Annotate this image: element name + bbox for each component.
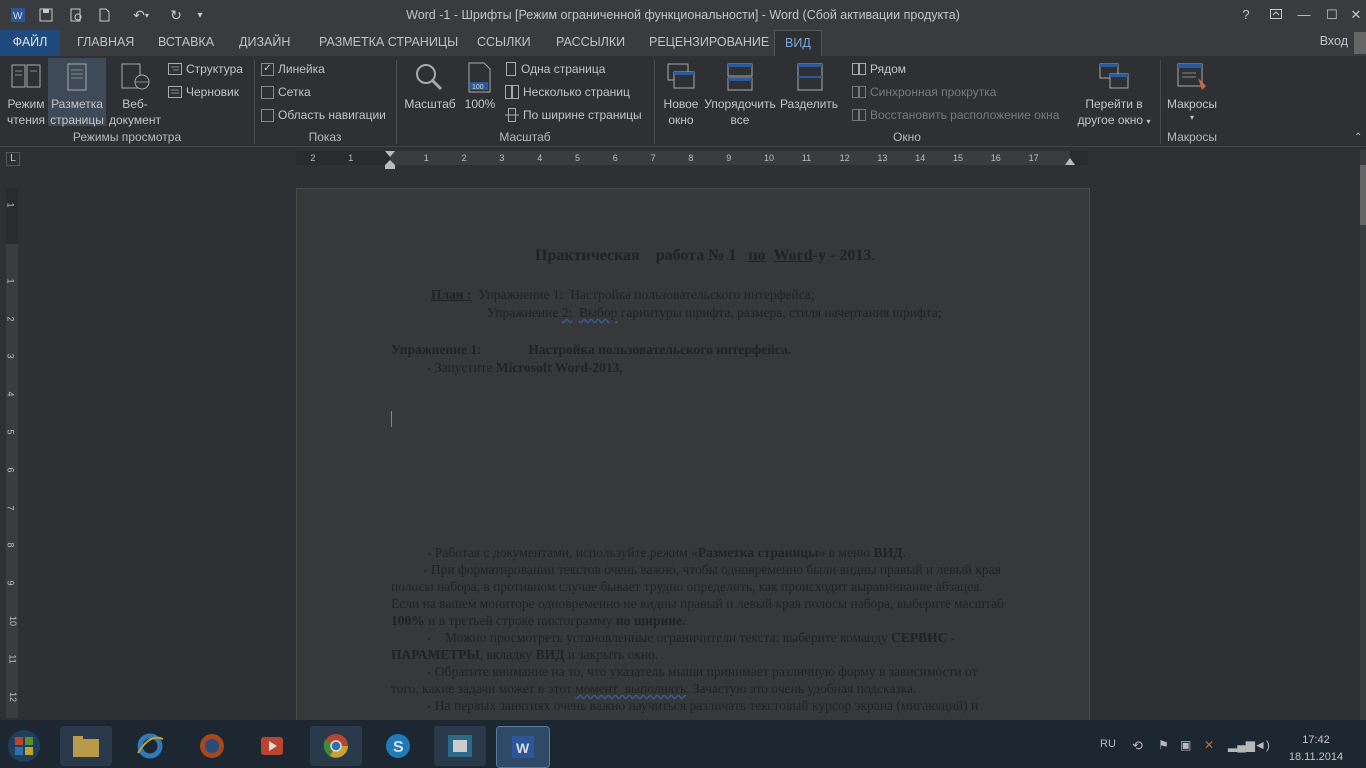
redo-icon[interactable]: ↻ — [170, 6, 182, 23]
launch-line — [427, 360, 623, 376]
zoom-button[interactable] — [402, 58, 458, 126]
video-player-icon — [257, 731, 287, 761]
web-layout-icon — [120, 62, 152, 92]
chevron-down-icon: ▾ — [1189, 113, 1194, 122]
group-label-zoom: Масштаб — [499, 130, 551, 144]
outline-icon — [168, 63, 182, 75]
word-icon — [508, 732, 538, 762]
network-alert-tray-icon[interactable]: ✕ — [1204, 738, 1215, 752]
new-window-button[interactable] — [660, 58, 702, 126]
one-page-button[interactable] — [505, 60, 605, 78]
print-layout-button[interactable] — [48, 58, 106, 126]
p4-l2b: момент выполнять — [575, 681, 687, 696]
switch-windows-button[interactable] — [1072, 58, 1156, 126]
clock-date[interactable]: 18.11.2014 — [1288, 751, 1344, 763]
p3-l2a: ПАРАМЕТРЫ — [391, 647, 480, 662]
new-window-icon — [666, 62, 696, 92]
draft-label: Черновик — [186, 85, 239, 99]
ribbon-display-options-icon[interactable] — [1262, 4, 1290, 26]
p3-l1a: - Можно просмотреть установленные ограничители текста: выберите команду — [427, 630, 892, 645]
sync-scroll-label: Синхронная прокрутка — [870, 85, 997, 99]
ribbon — [0, 56, 1366, 147]
plan2-c: Выбор — [578, 305, 618, 320]
doc-title — [535, 247, 875, 265]
explorer-taskbar-button[interactable] — [60, 726, 112, 766]
group-label-macros: Макросы — [1166, 130, 1218, 144]
ex1-title: Настройка пользовательского интерфейса. — [528, 342, 792, 357]
window-title: Word -1 - Шрифты [Режим ограниченной функциональности] - Word (Сбой активации продукта) — [406, 8, 960, 22]
clock-time[interactable]: 17:42 — [1302, 734, 1330, 746]
tab-design[interactable]: ДИЗАЙН — [239, 35, 291, 49]
ruler-tick-label: 5 — [575, 153, 581, 163]
ruler-tick-label: 15 — [953, 153, 964, 163]
para-4-line-1: - Обратите внимание на то, что указатель мыши принимает различную форму в зависимости от — [427, 664, 978, 679]
chrome-taskbar-button[interactable] — [310, 726, 362, 766]
svg-text:W: W — [516, 740, 530, 756]
vruler-tick-label: 6 — [5, 467, 16, 473]
security-tray-icon[interactable]: ⚑ — [1158, 738, 1169, 752]
chevron-down-icon: ▾ — [1146, 117, 1151, 126]
lync-taskbar-button[interactable] — [434, 726, 486, 766]
ruler-tick-label: 13 — [877, 153, 888, 163]
multiple-pages-button[interactable] — [505, 83, 630, 101]
sync-tray-icon[interactable]: ⟲ — [1132, 738, 1143, 753]
zoom-100-label: 100% — [464, 97, 496, 111]
multiple-pages-icon — [505, 85, 519, 99]
p1-c: » в меню — [818, 545, 871, 560]
ruler-tick-label: 1 — [348, 153, 354, 163]
ex1-label: Упражнение 1: — [391, 342, 482, 357]
grid-checkbox[interactable] — [261, 83, 311, 101]
reset-window-label: Восстановить расположение окна — [870, 108, 1060, 122]
multiple-pages-label: Несколько страниц — [523, 85, 630, 99]
close-icon[interactable]: ✕ — [1350, 7, 1362, 22]
sign-in-link[interactable]: Вход — [1319, 34, 1348, 48]
vruler-tick-label: 9 — [5, 580, 16, 586]
view-side-by-side-button[interactable] — [852, 60, 906, 78]
switch-windows-label-1: Перейти в — [1085, 97, 1143, 111]
plan2-b: 2: — [561, 305, 573, 320]
outline-button[interactable] — [168, 60, 243, 78]
read-mode-button[interactable] — [4, 58, 48, 126]
title-part-4: Word — [773, 247, 813, 264]
para-1 — [427, 545, 906, 561]
page-width-icon — [505, 108, 519, 122]
title-dot: . — [871, 247, 876, 264]
ie-taskbar-button[interactable] — [124, 726, 176, 766]
ruler-tick-label: 7 — [650, 153, 656, 163]
maximize-icon[interactable]: ☐ — [1326, 7, 1338, 22]
ruler-tick-label: 1 — [423, 153, 429, 163]
navigation-pane-checkbox[interactable] — [261, 106, 386, 124]
ruler-tick-label: 10 — [764, 153, 775, 163]
grid-label: Сетка — [278, 85, 311, 99]
nav-check-icon — [261, 109, 274, 122]
switch-windows-icon — [1098, 62, 1130, 92]
svg-text:W: W — [13, 11, 23, 22]
p4-l2a: того, какие задачи может в этот — [391, 681, 576, 696]
title-part-1: Практическая — [535, 247, 640, 264]
read-mode-label-2: чтения — [6, 113, 46, 127]
tab-references[interactable]: ССЫЛКИ — [477, 35, 531, 49]
launch-b: Microsoft Word-2013, — [495, 360, 623, 375]
para-5-line-1: - На первых занятиях очень важно научиться различать текстовый курсор экрана (мигающий) и — [427, 698, 979, 713]
ruler-tick-label: 6 — [612, 153, 618, 163]
tab-file[interactable]: ФАЙЛ — [0, 30, 60, 56]
read-mode-label-1: Режим — [7, 97, 45, 111]
vruler-tick-label: 3 — [5, 353, 16, 359]
p2-l4a: 100% — [391, 613, 425, 628]
reset-window-position-button[interactable] — [852, 106, 1059, 124]
vruler-tick-label: 1 — [5, 202, 16, 208]
split-label: Разделить — [779, 97, 839, 111]
p3-l2d: и закрыть окно. — [564, 647, 659, 662]
exercise-heading — [391, 342, 791, 358]
ruler-tick-label: 11 — [801, 153, 812, 163]
vertical-scrollbar[interactable] — [1360, 150, 1366, 720]
para-3-line-1 — [427, 630, 955, 646]
nav-label: Область навигации — [278, 108, 386, 122]
title-part-2: работа № 1 — [655, 247, 737, 264]
zoom-magnifier-icon — [414, 62, 444, 92]
vruler-tick-label: 2 — [5, 316, 16, 322]
p1-b: Разметка страницы — [697, 545, 819, 560]
sync-scroll-icon — [852, 86, 866, 98]
web-layout-label-2: документ — [109, 113, 161, 127]
ruler-tick-label: 8 — [688, 153, 694, 163]
ruler-tick-label: 17 — [1028, 153, 1039, 163]
draft-button[interactable] — [168, 83, 239, 101]
arrange-all-icon — [726, 62, 754, 92]
read-mode-icon — [10, 62, 42, 92]
arrange-all-label-2: все — [730, 113, 750, 127]
right-indent-marker[interactable] — [1065, 155, 1075, 165]
print-layout-label-1: Разметка — [51, 97, 103, 111]
arrange-all-label-1: Упорядочить — [704, 97, 776, 111]
tab-review[interactable]: РЕЦЕНЗИРОВАНИЕ — [649, 35, 770, 49]
ruler-tick-label: 14 — [915, 153, 926, 163]
synchronous-scrolling-button[interactable] — [852, 83, 996, 101]
p2-l4c: по ширине. — [615, 613, 686, 628]
print-layout-icon — [64, 62, 90, 92]
new-window-label-1: Новое — [663, 97, 699, 111]
firefox-icon — [197, 731, 227, 761]
title-part-5: -у - 2013 — [812, 247, 872, 264]
p1-e: . — [902, 545, 906, 560]
vruler-tick-label: 4 — [5, 391, 16, 397]
plan2-a: Упражнение — [487, 305, 559, 320]
p3-l2c: ВИД — [535, 647, 565, 662]
para-2-line-1: - При форматировании текстов очень важно, чтобы одновременно были видны правый и левый края — [423, 562, 1001, 577]
macros-icon — [1176, 62, 1208, 92]
web-layout-label-1: Веб- — [122, 97, 148, 111]
ruler-tick-label: 16 — [990, 153, 1001, 163]
para-3-line-2 — [391, 647, 658, 663]
vruler-tick-label: 8 — [5, 542, 16, 548]
minimize-icon[interactable]: — — [1297, 7, 1311, 22]
media-taskbar-button[interactable] — [246, 726, 298, 766]
vruler-tick-label: 1 — [5, 278, 16, 284]
plan-label: План : — [431, 287, 472, 302]
p1-a: - Работая с документами, используйте режим « — [427, 545, 698, 560]
para-2-line-2: полосы набора, в противном случае бывает трудно определить, как происходит выравнивание абзацев. — [391, 579, 983, 594]
one-page-icon — [505, 62, 517, 76]
chrome-icon — [321, 731, 351, 761]
tab-view[interactable]: ВИД — [774, 30, 822, 57]
account-avatar[interactable] — [1354, 32, 1366, 54]
ruler-tick-label: 9 — [726, 153, 732, 163]
zoom-100-button[interactable] — [460, 58, 500, 126]
ruler-tick-label: 3 — [499, 153, 505, 163]
web-layout-button[interactable] — [108, 58, 162, 126]
internet-explorer-icon — [135, 731, 165, 761]
tab-selector[interactable]: L — [6, 152, 20, 166]
ruler-tick-label: 12 — [839, 153, 850, 163]
one-page-label: Одна страница — [521, 62, 606, 76]
tab-home[interactable]: ГЛАВНАЯ — [77, 35, 135, 49]
vruler-tick-label: 10 — [8, 615, 19, 627]
indent-marker[interactable] — [385, 150, 395, 170]
ribbon-tabs — [0, 30, 1366, 56]
windows-logo-icon — [4, 724, 44, 764]
signal-tray-icon[interactable]: ▂▄▆ — [1228, 738, 1255, 752]
tab-mailings[interactable]: РАССЫЛКИ — [556, 35, 626, 49]
vruler-tick-label: 12 — [8, 691, 19, 702]
ruler-tick-label: 4 — [537, 153, 543, 163]
p4-l2c: . Зачастую это очень удобная подсказка. — [686, 681, 917, 696]
plan1-a: Упражнение 1: — [478, 287, 564, 302]
ruler-tick-label: 2 — [310, 153, 316, 163]
outline-label: Структура — [186, 62, 243, 76]
group-label-show: Показ — [308, 130, 342, 144]
folder-icon — [71, 733, 101, 759]
help-button[interactable]: ? — [1242, 7, 1250, 22]
firefox-taskbar-button[interactable] — [186, 726, 238, 766]
reset-window-icon — [852, 109, 866, 121]
customize-toolbar-icon[interactable]: ▾ — [197, 9, 203, 21]
new-window-label-2: окно — [668, 113, 694, 127]
p2-l4b: и в третьей строке пиктограмму — [424, 613, 616, 628]
p3-l1c: - — [947, 630, 956, 645]
svg-text:S: S — [393, 739, 404, 756]
vruler-tick-label: 7 — [5, 505, 16, 511]
scrollbar-thumb[interactable] — [1360, 165, 1366, 225]
skype-taskbar-button[interactable] — [372, 726, 424, 766]
draft-icon — [168, 86, 182, 98]
group-label-window: Окно — [893, 130, 921, 144]
word-taskbar-button[interactable] — [496, 726, 550, 768]
side-by-side-label: Рядом — [870, 62, 907, 76]
plan-line-1 — [431, 287, 815, 303]
language-indicator[interactable]: RU — [1100, 738, 1116, 750]
tab-insert[interactable]: ВСТАВКА — [158, 35, 215, 49]
vertical-ruler[interactable] — [6, 188, 18, 718]
app-icon — [445, 731, 475, 761]
volume-tray-icon[interactable]: ◄) — [1254, 738, 1270, 752]
zoom-100-icon-text: 100 — [472, 84, 484, 91]
ruler-checkbox[interactable] — [261, 60, 325, 78]
vruler-tick-label: 5 — [5, 429, 16, 435]
clipboard-tray-icon[interactable]: ▣ — [1180, 738, 1192, 752]
side-by-side-icon — [852, 63, 866, 75]
para-4-line-2 — [391, 681, 916, 697]
collapse-ribbon-icon[interactable]: ⌃ — [1354, 132, 1363, 143]
ruler-tick-label: 2 — [461, 153, 467, 163]
page-width-label: По ширине страницы — [523, 108, 642, 122]
macros-button[interactable] — [1162, 58, 1222, 126]
text-cursor — [391, 411, 392, 427]
p3-l1b: СЕРВИС — [891, 630, 948, 645]
plan-line-2 — [487, 305, 942, 321]
tab-page-layout[interactable]: РАЗМЕТКА СТРАНИЦЫ — [319, 35, 459, 49]
para-2-line-4 — [391, 613, 685, 629]
arrange-all-button[interactable] — [704, 58, 776, 126]
plan1-b: Настройка пользовательского интерфейса; — [570, 287, 815, 302]
zoom-label: Масштаб — [404, 97, 456, 111]
group-label-views: Режимы просмотра — [72, 130, 182, 144]
p1-d: ВИД — [873, 545, 903, 560]
vruler-tick-label: 11 — [7, 654, 18, 664]
plan2-d: гарнитуры шрифта, размера, стиля начертания шрифта; — [620, 305, 942, 320]
page-width-button[interactable] — [505, 106, 642, 124]
zoom-100-icon — [466, 62, 494, 94]
vruler-top-margin — [6, 188, 18, 244]
start-button[interactable] — [4, 724, 48, 768]
macros-label: Макросы — [1166, 97, 1218, 111]
para-2-line-3: Если на вашем мониторе одновременно не видны правый и левый края полосы набора, выберите масштаб — [391, 596, 1004, 611]
document-page[interactable] — [296, 188, 1090, 730]
switch-windows-label-2: другое окно — [1077, 113, 1144, 127]
launch-a: - Запустите — [427, 360, 493, 375]
grid-check-icon — [261, 86, 274, 99]
ruler-label: Линейка — [278, 62, 325, 76]
title-part-3: по — [748, 247, 766, 264]
undo-icon[interactable]: ↶ ▾ — [133, 6, 149, 23]
p3-l2b: , вкладку — [479, 647, 536, 662]
title-bar — [0, 0, 1366, 30]
split-button[interactable] — [778, 58, 840, 126]
ruler-check-icon: ✓ — [261, 63, 274, 76]
skype-icon — [383, 731, 413, 761]
split-icon — [796, 62, 824, 92]
print-layout-label-2: страницы — [50, 113, 104, 127]
